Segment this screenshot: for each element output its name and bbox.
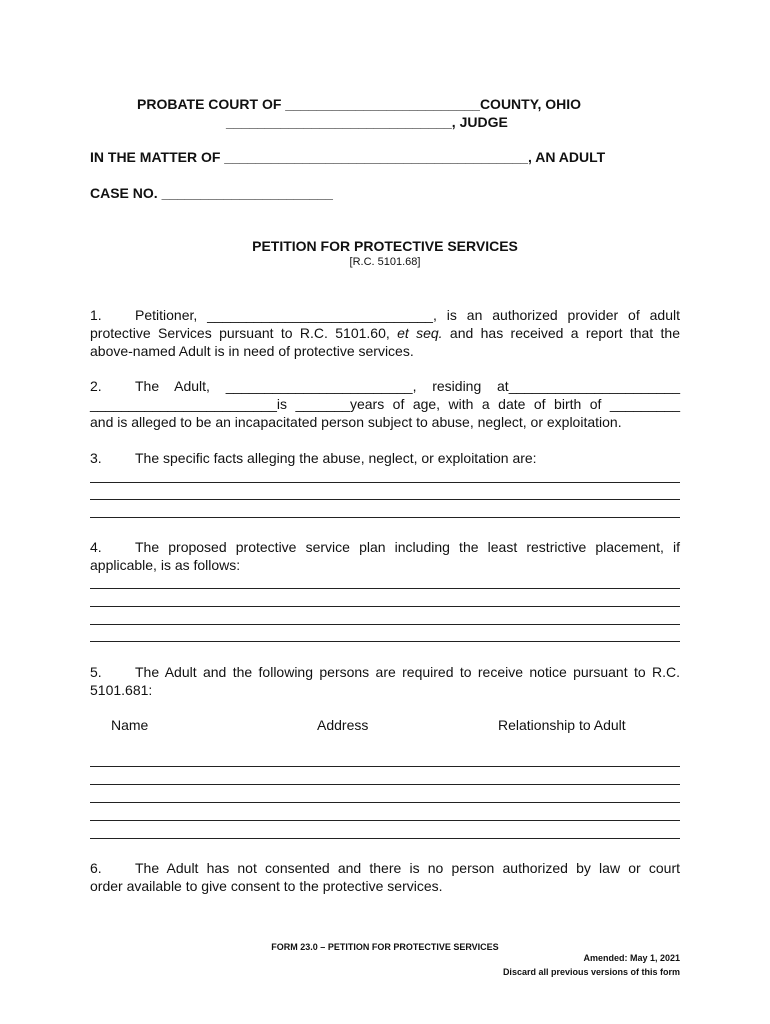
- paragraph-number: 5.: [90, 664, 102, 680]
- blank-line[interactable]: [90, 499, 680, 500]
- p1-line1: Petitioner, _____________________________, is an authorized provider of adult: [135, 307, 680, 323]
- p3-text: The specific facts alleging the abuse, neglect, or exploitation are:: [135, 450, 537, 466]
- document-title: PETITION FOR PROTECTIVE SERVICES: [252, 238, 518, 254]
- p1-line2-b: and has received a report that the: [442, 325, 680, 341]
- p2-line2: ________________________is _______years of age, with a date of birth of _________: [90, 396, 680, 412]
- paragraph-4: [90, 538, 680, 574]
- p2-line3: and is alleged to be an incapacitated person subject to abuse, neglect, or exploitation.: [90, 414, 622, 430]
- blank-line[interactable]: [90, 606, 680, 607]
- statute-reference: [R.C. 5101.68]: [349, 256, 421, 268]
- paragraph-number: 1.: [90, 307, 102, 323]
- blank-line[interactable]: [90, 641, 680, 642]
- p4-line1: The proposed protective service plan including the least restrictive placement, if: [135, 539, 680, 555]
- paragraph-number: 6.: [90, 860, 102, 876]
- discard-notice: Discard all previous versions of this form: [502, 967, 680, 977]
- blank-line[interactable]: [90, 784, 680, 785]
- case-number-line: CASE NO. ______________________: [90, 185, 333, 201]
- blank-line[interactable]: [90, 802, 680, 803]
- matter-line: IN THE MATTER OF _______________________________________, AN ADULT: [90, 149, 606, 165]
- p1-line2-em: et seq.: [397, 325, 443, 341]
- p5-line1: The Adult and the following persons are required to receive notice pursuant to R.C.: [135, 664, 680, 680]
- blank-line[interactable]: [90, 838, 680, 839]
- paragraph-6: [90, 859, 680, 895]
- column-header-name: Name: [111, 717, 149, 733]
- p1-line2-a: protective Services pursuant to R.C. 5101.60,: [90, 325, 398, 341]
- p1-line3: above-named Adult is in need of protective services.: [90, 343, 414, 359]
- p6-line2: order available to give consent to the protective services.: [90, 878, 443, 894]
- blank-line[interactable]: [90, 517, 680, 518]
- p4-line2: applicable, is as follows:: [90, 557, 241, 573]
- paragraph-3: [90, 449, 680, 467]
- paragraph-2: [90, 377, 680, 431]
- court-heading: PROBATE COURT OF _________________________COUNTY, OHIO: [137, 96, 582, 112]
- paragraph-1: [90, 306, 680, 360]
- column-header-address: Address: [317, 717, 369, 733]
- paragraph-number: 2.: [90, 378, 102, 394]
- paragraph-number: 3.: [90, 450, 102, 466]
- column-header-relationship: Relationship to Adult: [498, 717, 626, 733]
- paragraph-number: 4.: [90, 539, 102, 555]
- p6-line1: The Adult has not consented and there is no person authorized by law or court: [135, 860, 680, 876]
- judge-line: _____________________________, JUDGE: [226, 114, 508, 130]
- blank-line[interactable]: [90, 766, 680, 767]
- blank-line[interactable]: [90, 624, 680, 625]
- blank-line[interactable]: [90, 482, 680, 483]
- amended-date: Amended: May 1, 2021: [583, 953, 680, 963]
- blank-line[interactable]: [90, 820, 680, 821]
- form-footer-title: FORM 23.0 – PETITION FOR PROTECTIVE SERVICES: [271, 942, 499, 952]
- paragraph-5: [90, 663, 680, 699]
- blank-line[interactable]: [90, 588, 680, 589]
- p2-line1: The Adult, ________________________, residing at______________________: [135, 378, 680, 394]
- p5-line2: 5101.681:: [90, 682, 153, 698]
